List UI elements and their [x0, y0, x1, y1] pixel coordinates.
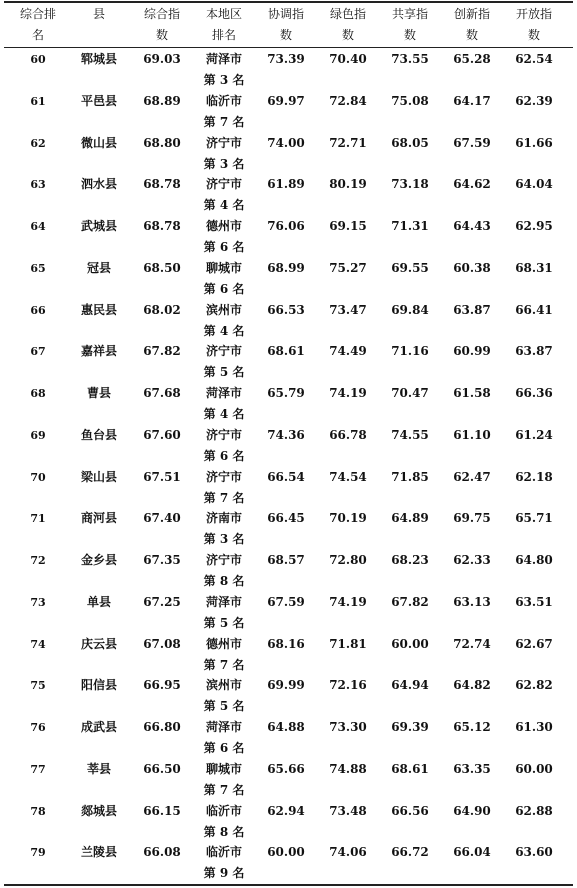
innovation-cell: 64.17 — [453, 93, 491, 108]
coordination-cell: 73.39 — [267, 52, 305, 66]
rank-cell: 63 — [30, 178, 46, 192]
sharing-cell: 64.94 — [391, 678, 429, 693]
innovation-cell: 62.47 — [453, 469, 491, 484]
openness-cell: 64.04 — [515, 177, 553, 192]
sharing-cell: 73.18 — [391, 177, 429, 192]
region-rank: 第 4 名 — [203, 407, 245, 421]
total-index-cell: 67.35 — [143, 553, 181, 567]
region-city: 济南市 — [205, 511, 242, 526]
coordination-cell: 66.53 — [267, 302, 305, 317]
green-cell: 73.47 — [329, 302, 367, 317]
openness-cell: 62.54 — [515, 52, 553, 66]
header-local-rank-line1: 本地区 — [205, 7, 242, 21]
sharing-cell: 67.82 — [391, 594, 429, 609]
table-row — [0, 467, 577, 509]
table-row — [0, 300, 577, 342]
openness-cell: 62.95 — [515, 219, 553, 233]
green-cell: 72.71 — [329, 135, 367, 150]
sharing-cell: 69.84 — [391, 302, 429, 317]
coordination-cell: 66.45 — [267, 511, 305, 526]
green-cell: 80.19 — [329, 177, 367, 192]
rank-cell: 73 — [30, 595, 46, 609]
header-total-index — [134, 4, 190, 46]
region-rank: 第 5 名 — [203, 615, 245, 630]
innovation-cell: 64.62 — [453, 177, 491, 192]
county-cell: 郯城县 — [80, 803, 117, 818]
innovation-cell: 62.33 — [453, 553, 491, 567]
total-index-cell: 68.80 — [143, 135, 181, 150]
sharing-cell: 66.72 — [391, 845, 429, 860]
sharing-cell: 70.47 — [391, 386, 429, 400]
innovation-cell: 72.74 — [453, 636, 491, 651]
green-cell: 71.81 — [329, 636, 367, 651]
table-row — [0, 508, 577, 550]
region-cell — [196, 550, 252, 592]
header-county — [72, 4, 126, 46]
region-rank: 第 5 名 — [203, 365, 245, 380]
total-index-cell: 67.60 — [143, 427, 181, 442]
sharing-cell: 75.08 — [391, 93, 429, 108]
region-city: 聊城市 — [205, 761, 242, 776]
region-cell — [196, 341, 252, 383]
region-cell — [196, 258, 252, 300]
region-rank: 第 9 名 — [203, 866, 245, 881]
region-cell — [196, 174, 252, 216]
openness-cell: 68.31 — [515, 260, 553, 275]
table-row — [0, 592, 577, 634]
table-row — [0, 717, 577, 759]
openness-cell: 65.71 — [515, 511, 553, 526]
rank-cell: 66 — [30, 303, 46, 317]
rank-cell: 65 — [30, 261, 46, 275]
sharing-cell: 73.55 — [391, 52, 429, 66]
innovation-cell: 63.13 — [453, 594, 491, 609]
openness-cell: 64.80 — [515, 553, 553, 567]
table-row — [0, 133, 577, 175]
coordination-cell: 61.89 — [267, 177, 305, 192]
top-rule — [4, 1, 573, 3]
green-cell: 69.15 — [329, 219, 367, 233]
total-index-cell: 66.80 — [143, 720, 181, 734]
rank-cell: 74 — [30, 637, 46, 651]
header-coordination-index — [258, 4, 314, 46]
coordination-cell: 60.00 — [267, 845, 305, 860]
county-cell: 成武县 — [80, 720, 117, 734]
rank-cell: 78 — [30, 804, 46, 818]
openness-cell: 66.36 — [515, 386, 553, 400]
county-cell: 鱼台县 — [80, 427, 117, 442]
county-cell: 武城县 — [80, 219, 117, 233]
region-cell — [196, 133, 252, 175]
coordination-cell: 68.99 — [267, 260, 305, 275]
sharing-cell: 74.55 — [391, 427, 429, 442]
openness-cell: 63.51 — [515, 594, 553, 609]
region-city: 济宁市 — [205, 427, 242, 442]
green-cell: 72.16 — [329, 678, 367, 693]
region-rank: 第 8 名 — [203, 574, 245, 588]
openness-cell: 63.87 — [515, 344, 553, 359]
county-cell: 商河县 — [80, 511, 117, 526]
region-city: 济宁市 — [205, 553, 242, 567]
header-coordination-index-line2: 数 — [279, 28, 292, 42]
sharing-cell: 69.55 — [391, 260, 429, 275]
header-rank-line1: 综合排 — [19, 7, 56, 21]
total-index-cell: 68.50 — [143, 260, 181, 275]
green-cell: 74.88 — [329, 761, 367, 776]
county-cell: 郓城县 — [80, 52, 117, 66]
header-openness-index-line2: 数 — [527, 28, 540, 42]
header-innovation-index-line2: 数 — [465, 28, 478, 42]
sharing-cell: 60.00 — [391, 636, 429, 651]
region-city: 济宁市 — [205, 177, 242, 192]
openness-cell: 60.00 — [515, 761, 553, 776]
table-row — [0, 49, 577, 91]
sharing-cell: 69.39 — [391, 720, 429, 734]
region-rank: 第 4 名 — [203, 323, 245, 338]
region-city: 菏泽市 — [205, 386, 242, 400]
openness-cell: 62.88 — [515, 803, 553, 818]
region-rank: 第 3 名 — [203, 532, 245, 547]
rank-cell: 76 — [30, 721, 46, 734]
region-city: 德州市 — [205, 219, 242, 233]
rank-cell: 62 — [30, 136, 46, 150]
openness-cell: 61.66 — [515, 135, 553, 150]
openness-cell: 61.30 — [515, 720, 553, 734]
innovation-cell: 64.90 — [453, 803, 491, 818]
openness-cell: 62.67 — [515, 636, 553, 651]
sharing-cell: 68.23 — [391, 553, 429, 567]
coordination-cell: 69.97 — [267, 93, 305, 108]
table-row — [0, 258, 577, 300]
coordination-cell: 64.88 — [267, 720, 305, 734]
header-local-rank-line2: 排名 — [211, 28, 236, 42]
header-local-rank — [196, 4, 252, 46]
coordination-cell: 68.57 — [267, 553, 305, 567]
header-coordination-index-line1: 协调指 — [267, 7, 304, 21]
region-rank: 第 7 名 — [203, 490, 245, 505]
header-innovation-index — [444, 4, 500, 46]
table-row — [0, 174, 577, 216]
coordination-cell: 68.61 — [267, 344, 305, 359]
region-cell — [196, 383, 252, 425]
header-green-index-line1: 绿色指 — [329, 7, 366, 21]
innovation-cell: 60.38 — [453, 260, 491, 275]
green-cell: 70.40 — [329, 52, 367, 66]
table-row — [0, 216, 577, 258]
innovation-cell: 64.43 — [453, 219, 491, 233]
sharing-cell: 64.89 — [391, 511, 429, 526]
innovation-cell: 65.28 — [453, 52, 491, 66]
county-cell: 梁山县 — [80, 469, 117, 484]
green-cell: 74.19 — [329, 594, 367, 609]
county-cell: 金乡县 — [80, 553, 117, 567]
region-rank: 第 3 名 — [203, 156, 245, 171]
table-row — [0, 675, 577, 717]
innovation-cell: 61.58 — [453, 386, 491, 400]
innovation-cell: 66.04 — [453, 845, 491, 860]
county-cell: 单县 — [86, 594, 111, 609]
region-rank: 第 7 名 — [203, 114, 245, 129]
total-index-cell: 69.03 — [143, 52, 181, 66]
rank-cell: 61 — [30, 94, 46, 108]
region-rank: 第 3 名 — [203, 73, 245, 87]
openness-cell: 62.18 — [515, 469, 553, 484]
innovation-cell: 67.59 — [453, 135, 491, 150]
green-cell: 73.48 — [329, 803, 367, 818]
rank-cell: 79 — [30, 846, 46, 860]
coordination-cell: 76.06 — [267, 219, 305, 233]
header-green-index — [320, 4, 376, 46]
region-city: 滨州市 — [205, 302, 242, 317]
county-cell: 平邑县 — [80, 93, 117, 108]
green-cell: 70.19 — [329, 511, 367, 526]
sharing-cell: 66.56 — [391, 803, 429, 818]
sharing-cell: 68.61 — [391, 761, 429, 776]
county-cell: 泗水县 — [80, 177, 117, 192]
region-city: 临沂市 — [205, 93, 242, 108]
header-county-line1: 县 — [92, 7, 105, 21]
openness-cell: 63.60 — [515, 845, 553, 860]
region-rank: 第 7 名 — [203, 657, 245, 672]
green-cell: 66.78 — [329, 427, 367, 442]
table-row — [0, 842, 577, 884]
region-city: 聊城市 — [205, 260, 242, 275]
total-index-cell: 68.02 — [143, 302, 181, 317]
region-city: 德州市 — [205, 636, 242, 651]
region-rank: 第 6 名 — [203, 281, 245, 296]
sharing-cell: 71.16 — [391, 344, 429, 359]
rank-cell: 70 — [30, 470, 46, 484]
sharing-cell: 68.05 — [391, 135, 429, 150]
county-cell: 冠县 — [86, 260, 111, 275]
region-city: 临沂市 — [205, 845, 242, 860]
innovation-cell: 69.75 — [453, 511, 491, 526]
rank-cell: 68 — [30, 387, 46, 400]
region-cell — [196, 717, 252, 759]
county-cell: 莘县 — [86, 761, 111, 776]
coordination-cell: 62.94 — [267, 803, 305, 818]
table-row — [0, 383, 577, 425]
total-index-cell: 66.50 — [143, 761, 181, 776]
sharing-cell: 71.85 — [391, 469, 429, 484]
county-cell: 曹县 — [86, 386, 111, 400]
rank-cell: 72 — [30, 554, 46, 567]
region-city: 济宁市 — [205, 135, 242, 150]
region-rank: 第 6 名 — [203, 448, 245, 463]
innovation-cell: 64.82 — [453, 678, 491, 693]
table-row — [0, 759, 577, 801]
region-cell — [196, 801, 252, 843]
region-rank: 第 4 名 — [203, 198, 245, 213]
region-city: 济宁市 — [205, 469, 242, 484]
region-rank: 第 7 名 — [203, 782, 245, 797]
region-city: 菏泽市 — [205, 720, 242, 734]
header-innovation-index-line1: 创新指 — [453, 7, 490, 21]
total-index-cell: 67.82 — [143, 344, 181, 359]
coordination-cell: 68.16 — [267, 636, 305, 651]
coordination-cell: 66.54 — [267, 469, 305, 484]
header-sharing-index — [382, 4, 438, 46]
region-cell — [196, 300, 252, 342]
county-cell: 微山县 — [80, 135, 117, 150]
coordination-cell: 74.00 — [267, 135, 305, 150]
header-sharing-index-line1: 共享指 — [391, 7, 428, 21]
coordination-cell: 65.66 — [267, 761, 305, 776]
innovation-cell: 65.12 — [453, 720, 491, 734]
total-index-cell: 66.95 — [143, 678, 181, 693]
region-cell — [196, 634, 252, 676]
coordination-cell: 74.36 — [267, 427, 305, 442]
region-cell — [196, 508, 252, 550]
coordination-cell: 69.99 — [267, 678, 305, 693]
sharing-cell: 71.31 — [391, 219, 429, 233]
coordination-cell: 65.79 — [267, 386, 305, 400]
innovation-cell: 61.10 — [453, 427, 491, 442]
openness-cell: 62.39 — [515, 93, 553, 108]
green-cell: 74.49 — [329, 344, 367, 359]
table-row — [0, 634, 577, 676]
region-rank: 第 8 名 — [203, 824, 245, 839]
region-city: 临沂市 — [205, 803, 242, 818]
region-city: 菏泽市 — [205, 594, 242, 609]
header-openness-index-line1: 开放指 — [515, 7, 552, 21]
rank-cell: 69 — [30, 428, 46, 442]
county-cell: 嘉祥县 — [80, 344, 117, 359]
region-cell — [196, 592, 252, 634]
total-index-cell: 68.78 — [143, 177, 181, 192]
rank-cell: 77 — [30, 762, 46, 776]
region-cell — [196, 675, 252, 717]
rank-cell: 71 — [30, 512, 46, 526]
total-index-cell: 67.40 — [143, 511, 181, 526]
header-sharing-index-line2: 数 — [403, 28, 416, 42]
total-index-cell: 67.25 — [143, 594, 181, 609]
green-cell: 74.19 — [329, 386, 367, 400]
total-index-cell: 67.68 — [143, 386, 181, 400]
region-cell — [196, 216, 252, 258]
table-row — [0, 550, 577, 592]
green-cell: 72.80 — [329, 553, 367, 567]
rank-cell: 60 — [30, 53, 46, 66]
rank-cell: 64 — [30, 220, 46, 233]
innovation-cell: 63.87 — [453, 302, 491, 317]
coordination-cell: 67.59 — [267, 594, 305, 609]
region-cell — [196, 49, 252, 91]
region-cell — [196, 91, 252, 133]
openness-cell: 62.82 — [515, 678, 553, 693]
region-cell — [196, 425, 252, 467]
green-cell: 74.54 — [329, 469, 367, 484]
county-cell: 阳信县 — [80, 678, 117, 693]
header-total-index-line1: 综合指 — [143, 7, 180, 21]
header-openness-index — [506, 4, 562, 46]
header-rank — [12, 4, 64, 46]
total-index-cell: 67.51 — [143, 469, 181, 484]
total-index-cell: 66.15 — [143, 803, 181, 818]
region-cell — [196, 842, 252, 884]
openness-cell: 66.41 — [515, 302, 553, 317]
region-city: 济宁市 — [205, 344, 242, 359]
table-row — [0, 425, 577, 467]
total-index-cell: 66.08 — [143, 845, 181, 860]
county-cell: 庆云县 — [80, 636, 117, 651]
header-rule — [4, 47, 573, 48]
green-cell: 72.84 — [329, 93, 367, 108]
total-index-cell: 68.78 — [143, 219, 181, 233]
county-cell: 兰陵县 — [80, 845, 117, 860]
table-row — [0, 801, 577, 843]
region-city: 滨州市 — [205, 678, 242, 693]
openness-cell: 61.24 — [515, 427, 553, 442]
region-cell — [196, 467, 252, 509]
table-row — [0, 91, 577, 133]
region-rank: 第 6 名 — [203, 741, 245, 755]
region-rank: 第 6 名 — [203, 240, 245, 254]
innovation-cell: 60.99 — [453, 344, 491, 359]
region-cell — [196, 759, 252, 801]
total-index-cell: 67.08 — [143, 636, 181, 651]
county-cell: 惠民县 — [80, 302, 117, 317]
header-rank-line2: 名 — [31, 28, 44, 42]
green-cell: 75.27 — [329, 260, 367, 275]
rank-cell: 75 — [30, 679, 46, 693]
green-cell: 74.06 — [329, 845, 367, 860]
region-rank: 第 5 名 — [203, 699, 245, 714]
green-cell: 73.30 — [329, 720, 367, 734]
rank-cell: 67 — [30, 345, 46, 359]
total-index-cell: 68.89 — [143, 93, 181, 108]
region-city: 菏泽市 — [205, 52, 242, 66]
table-row — [0, 341, 577, 383]
header-total-index-line2: 数 — [155, 28, 168, 42]
header-green-index-line2: 数 — [341, 28, 354, 42]
bottom-rule — [4, 884, 573, 886]
innovation-cell: 63.35 — [453, 761, 491, 776]
